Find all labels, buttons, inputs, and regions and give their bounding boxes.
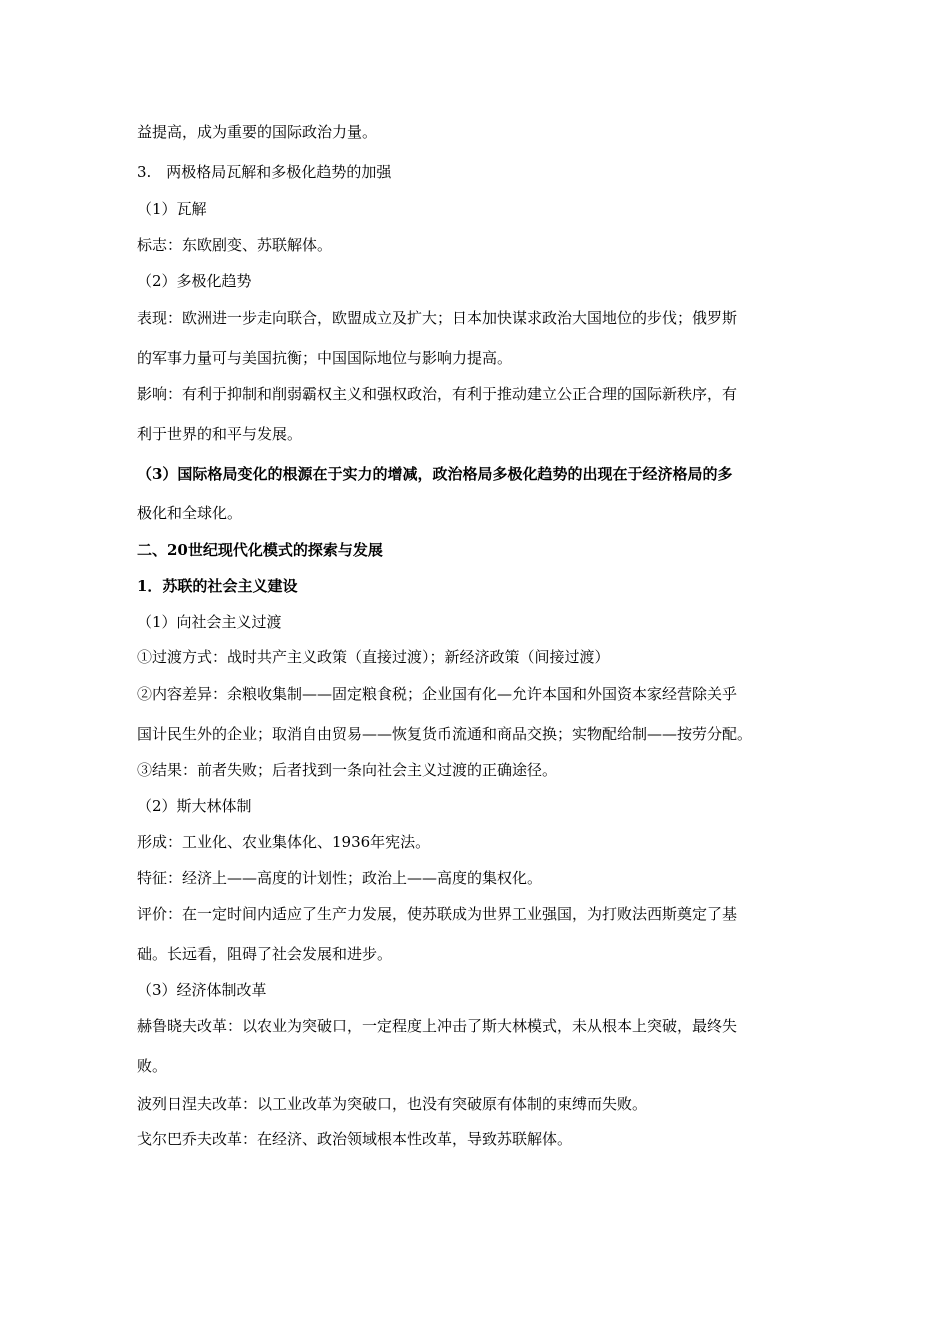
subsection-heading: （1）向社会主义过渡 [137, 613, 282, 631]
subsection-heading: （2）斯大林体制 [137, 797, 252, 815]
text-line: 戈尔巴乔夫改革：在经济、政治领域根本性改革，导致苏联解体。 [137, 1130, 573, 1148]
text-line: 特征：经济上——高度的计划性；政治上——高度的集权化。 [137, 869, 543, 887]
text-line: 础。长远看，阻碍了社会发展和进步。 [137, 945, 393, 963]
subsection-heading: （3）经济体制改革 [137, 981, 267, 999]
text-line: 利于世界的和平与发展。 [137, 425, 303, 443]
text-line: 赫鲁晓夫改革：以农业为突破口，一定程度上冲击了斯大林模式，未从根本上突破，最终失 [137, 1017, 738, 1035]
text-line: 的军事力量可与美国抗衡；中国国际地位与影响力提高。 [137, 349, 513, 367]
text-line: ③结果：前者失败；后者找到一条向社会主义过渡的正确途径。 [137, 761, 558, 779]
text-line: 表现：欧洲进一步走向联合，欧盟成立及扩大；日本加快谋求政治大国地位的步伐；俄罗斯 [137, 309, 738, 327]
text-line: 败。 [137, 1057, 168, 1075]
text-line: 形成：工业化、农业集体化、1936年宪法。 [137, 833, 431, 851]
text-line: ①过渡方式：战时共产主义政策（直接过渡）；新经济政策（间接过渡） [137, 648, 610, 666]
text-line: （3）国际格局变化的根源在于实力的增减，政治格局多极化趋势的出现在于经济格局的多 [137, 465, 733, 483]
subsection-heading: （2）多极化趋势 [137, 272, 252, 290]
text-line: 极化和全球化。 [137, 504, 243, 522]
section-heading: 1．苏联的社会主义建设 [137, 577, 298, 595]
section-heading: 3. 两极格局瓦解和多极化趋势的加强 [137, 163, 392, 181]
text-line: 标志：东欧剧变、苏联解体。 [137, 236, 333, 254]
chapter-heading: 二、20世纪现代化模式的探索与发展 [137, 541, 383, 559]
text-line: 波列日涅夫改革：以工业改革为突破口，也没有突破原有体制的束缚而失败。 [137, 1095, 648, 1113]
text-line: ②内容差异：余粮收集制——固定粮食税；企业国有化—允许本国和外国资本家经营除关乎 [137, 685, 738, 703]
text-line: 国计民生外的企业；取消自由贸易——恢复货币流通和商品交换；实物配给制——按劳分配。 [137, 725, 753, 743]
text-line: 影响：有利于抑制和削弱霸权主义和强权政治，有利于推动建立公正合理的国际新秩序，有 [137, 385, 738, 403]
text-line: 评价：在一定时间内适应了生产力发展，使苏联成为世界工业强国，为打败法西斯奠定了基 [137, 905, 738, 923]
subsection-heading: （1）瓦解 [137, 200, 207, 218]
text-line: 益提高，成为重要的国际政治力量。 [137, 123, 378, 141]
